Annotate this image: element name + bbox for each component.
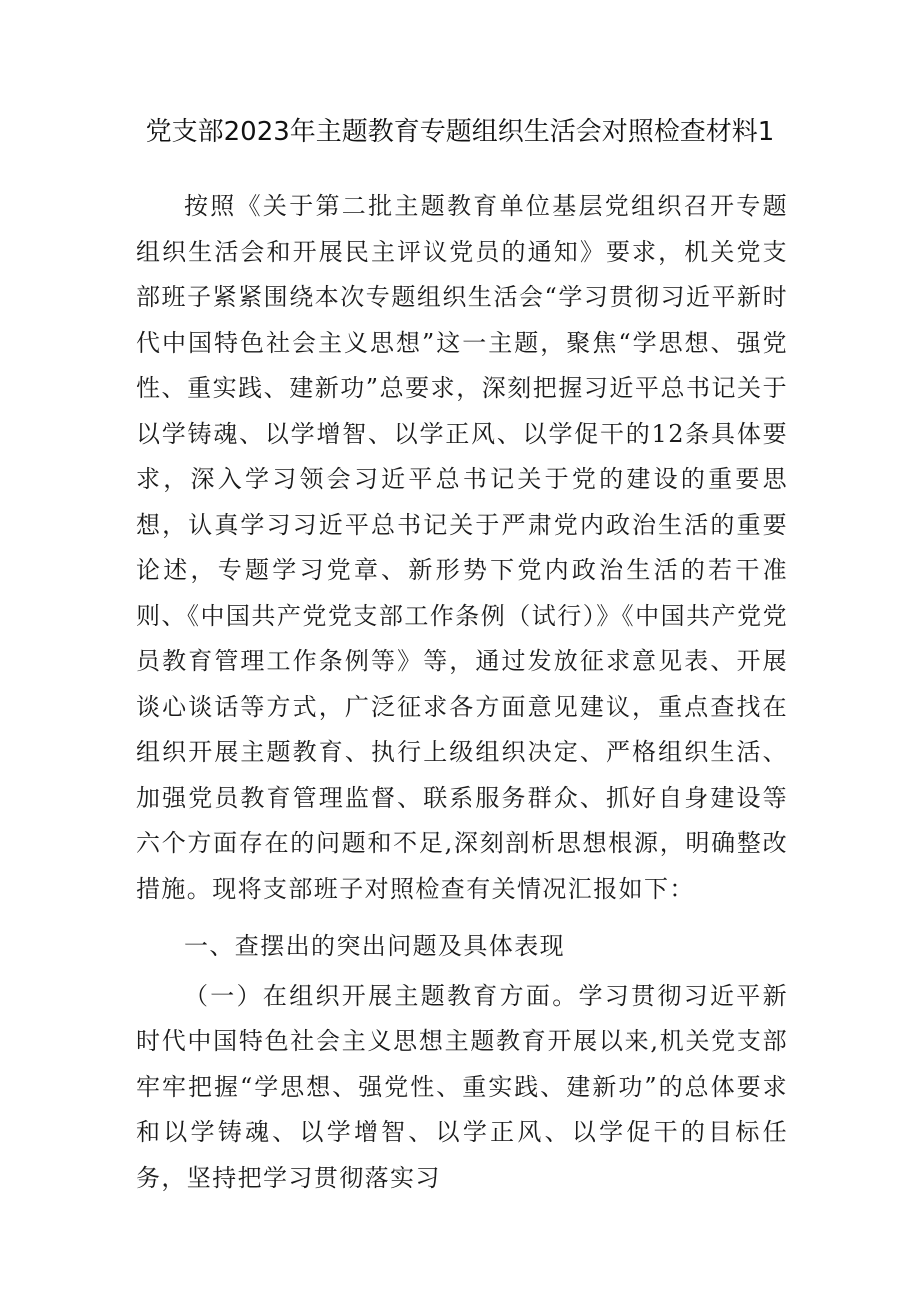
section-1-1-paragraph: （一）在组织开展主题教育方面。学习贯彻习近平新时代中国特色社会主义思想主题教育开展以来,机关党支部牢牢把握“学思想、强党性、重实践、建新功”的总体要求和以学铸魂、以学增智、以学正风、以学促干的目标任务，坚持把学习贯彻落实习 (136, 981, 788, 1192)
document-title: 党支部2023年主题教育专题组织生活会对照检查材料1 (145, 117, 775, 147)
section-1-heading: 一、查摆出的突出问题及具体表现 (184, 932, 565, 960)
intro-paragraph: 按照《关于第二批主题教育单位基层党组织召开专题组织生活会和开展民主评议党员的通知》要求，机关党支部班子紧紧围绕本次专题组织生活会“学习贯彻习近平新时代中国特色社会主义思想”这一主题，聚焦“学思想、强党性、重实践、建新功”总要求，深刻把握习近平总书记关于以学铸魂、以学增智、以学正风、以学促干的12条具体要求，深入学习领会习近平总书记关于党的建设的重要思想，认真学习习近平总书记关于严肃党内政治生活的重要论述，专题学习党章、新形势下党内政治生活的若干准则、《中国共产党党支部工作条例（试行）》《中国共产党党员教育管理工作条例等》等，通过发放征求意见表、开展谈心谈话等方式，广泛征求各方面意见建议，重点查找在组织开展主题教育、执行上级组织决定、严格组织生活、加强党员教育管理监督、联系服务群众、抓好自身建设等六个方面存在的问题和不足,深刻剖析思想根源，明确整改措施。现将支部班子对照检查有关情况汇报如下： (136, 192, 788, 903)
document-body (136, 184, 788, 1201)
